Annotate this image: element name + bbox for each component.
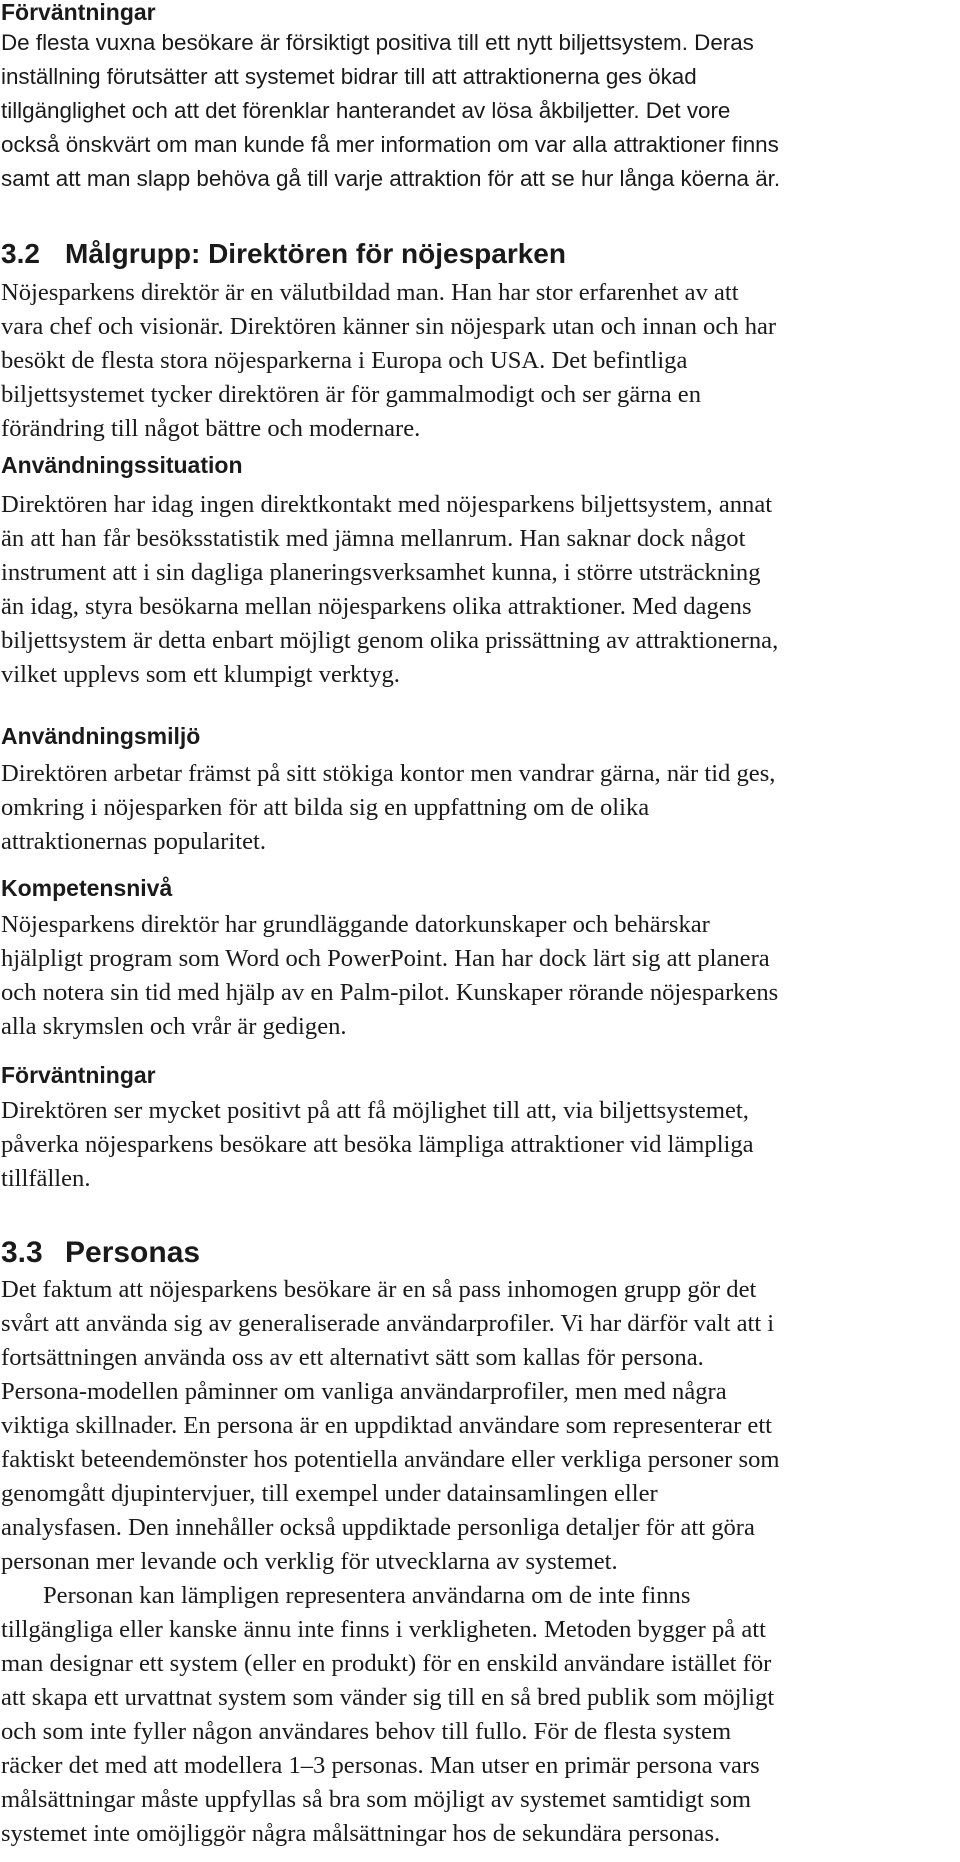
- text-line: omkring i nöjesparken för att bilda sig en uppfattning om de olika: [1, 794, 650, 821]
- text-line: och som inte fyller någon användares behov till fullo. För de flesta system: [1, 1718, 732, 1745]
- text-line: biljettsystem är detta enbart möjligt genom olika prissättning av attraktionerna,: [1, 627, 779, 654]
- section-number: 3.2: [1, 238, 40, 269]
- text-line: svårt att använda sig av generaliserade användarprofiler. Vi har därför valt att i: [1, 1310, 775, 1337]
- paragraph-director-intro: [1, 276, 959, 446]
- text-line: Direktören arbetar främst på sitt stökiga kontor men vandrar gärna, när tid ges,: [1, 760, 776, 787]
- section-heading-usage-environment: Användningsmiljö: [1, 723, 201, 749]
- text-line: faktiskt beteendemönster hos potentiella användare eller verkliga personer som: [1, 1446, 780, 1473]
- text-line: vilket upplevs som ett klumpigt verktyg.: [1, 661, 400, 688]
- paragraph-usage-situation: [1, 488, 959, 692]
- paragraph-director-expectations: [1, 1094, 959, 1196]
- text-line: viktiga skillnader. En persona är en uppdiktad användare som representerar ett: [1, 1412, 773, 1439]
- text-line: påverka nöjesparkens besökare att besöka lämpliga attraktioner vid lämpliga: [1, 1131, 754, 1158]
- text-line: personan mer levande och verklig för utvecklarna av systemet.: [1, 1548, 618, 1575]
- text-line: inställning förutsätter att systemet bidrar till att attraktionerna ges ökad: [1, 64, 697, 89]
- text-line: räcker det med att modellera 1–3 personas. Man utser en primär persona vars: [1, 1752, 760, 1779]
- text-line: De flesta vuxna besökare är försiktigt positiva till ett nytt biljettsystem. Deras: [1, 30, 754, 55]
- text-line: hjälpligt program som Word och PowerPoint. Han har dock lärt sig att planera: [1, 945, 770, 972]
- section-heading-competence: Kompetensnivå: [1, 875, 173, 901]
- section-title-3-2: [1, 238, 566, 270]
- text-line: förändring till något bättre och modernare.: [1, 415, 421, 442]
- text-line: tillfällen.: [1, 1165, 91, 1192]
- paragraph-competence: [1, 908, 959, 1044]
- section-number: 3.3: [1, 1236, 43, 1269]
- text-line: Persona-modellen påminner om vanliga användarprofiler, men med några: [1, 1378, 727, 1405]
- paragraph-personas-2: [1, 1579, 959, 1851]
- section-title-text: Personas: [65, 1236, 201, 1269]
- section-heading-director-expectations: Förväntningar: [1, 1062, 156, 1088]
- text-line: Nöjesparkens direktör är en välutbildad man. Han har stor erfarenhet av att: [1, 279, 739, 306]
- text-line: analysfasen. Den innehåller också uppdiktade personliga detaljer för att göra: [1, 1514, 755, 1541]
- text-line: Nöjesparkens direktör har grundläggande datorkunskaper och behärskar: [1, 911, 710, 938]
- text-line: alla skrymslen och vrår är gedigen.: [1, 1013, 347, 1040]
- text-line: tillgänglighet och att det förenklar hanterandet av lösa åkbiljetter. Det vore: [1, 98, 731, 123]
- text-line: fortsättningen använda oss av ett alternativt sätt som kallas för persona.: [1, 1344, 704, 1371]
- text-line: än att han får besöksstatistik med jämna mellanrum. Han saknar dock något: [1, 525, 746, 552]
- text-line: Personan kan lämpligen representera användarna om de inte finns: [43, 1582, 691, 1609]
- text-line: Det faktum att nöjesparkens besökare är en så pass inhomogen grupp gör det: [1, 1276, 757, 1303]
- text-line: och notera sin tid med hjälp av en Palm-pilot. Kunskaper rörande nöjesparkens: [1, 979, 779, 1006]
- text-line: samt att man slapp behöva gå till varje attraktion för att se hur långa köerna är.: [1, 166, 781, 191]
- text-line: man designar ett system (eller en produkt) för en enskild användare istället för: [1, 1650, 772, 1677]
- text-line: vara chef och visionär. Direktören känner sin nöjespark utan och innan och har: [1, 313, 777, 340]
- text-line: genomgått djupintervjuer, till exempel under datainsamlingen eller: [1, 1480, 658, 1507]
- paragraph-personas-1: [1, 1273, 959, 1579]
- text-line: Direktören har idag ingen direktkontakt med nöjesparkens biljettsystem, annat: [1, 491, 773, 518]
- text-line: besökt de flesta stora nöjesparkerna i Europa och USA. Det befintliga: [1, 347, 688, 374]
- section-heading-usage-situation: Användningssituation: [1, 452, 243, 478]
- section-title-3-3: [1, 1236, 200, 1270]
- paragraph-usage-environment: [1, 757, 959, 859]
- text-line: attraktionernas popularitet.: [1, 828, 266, 855]
- text-line: biljettsystemet tycker direktören är för gammalmodigt och ser gärna en: [1, 381, 701, 408]
- text-line: tillgängliga eller kanske ännu inte finns i verkligheten. Metoden bygger på att: [1, 1616, 766, 1643]
- text-line: instrument att i sin dagliga planeringsverksamhet kunna, i större utsträckning: [1, 559, 761, 586]
- text-line: systemet inte omöjliggör några målsättningar hos de sekundära personas.: [1, 1820, 721, 1847]
- text-line: Direktören ser mycket positivt på att få möjlighet till att, via biljettsystemet,: [1, 1097, 749, 1124]
- text-line: än idag, styra besökarna mellan nöjesparkens olika attraktioner. Med dagens: [1, 593, 752, 620]
- section-heading-expectations-visitors: Förväntningar: [1, 0, 156, 25]
- paragraph-expectations-visitors: [1, 26, 959, 196]
- text-line: att skapa ett urvattnat system som vänder sig till en så bred publik som möjligt: [1, 1684, 775, 1711]
- section-title-text: Målgrupp: Direktören för nöjesparken: [65, 238, 566, 269]
- text-line: också önskvärt om man kunde få mer information om var alla attraktioner finns: [1, 132, 779, 157]
- text-line: målsättningar måste uppfyllas så bra som möjligt av systemet samtidigt som: [1, 1786, 752, 1813]
